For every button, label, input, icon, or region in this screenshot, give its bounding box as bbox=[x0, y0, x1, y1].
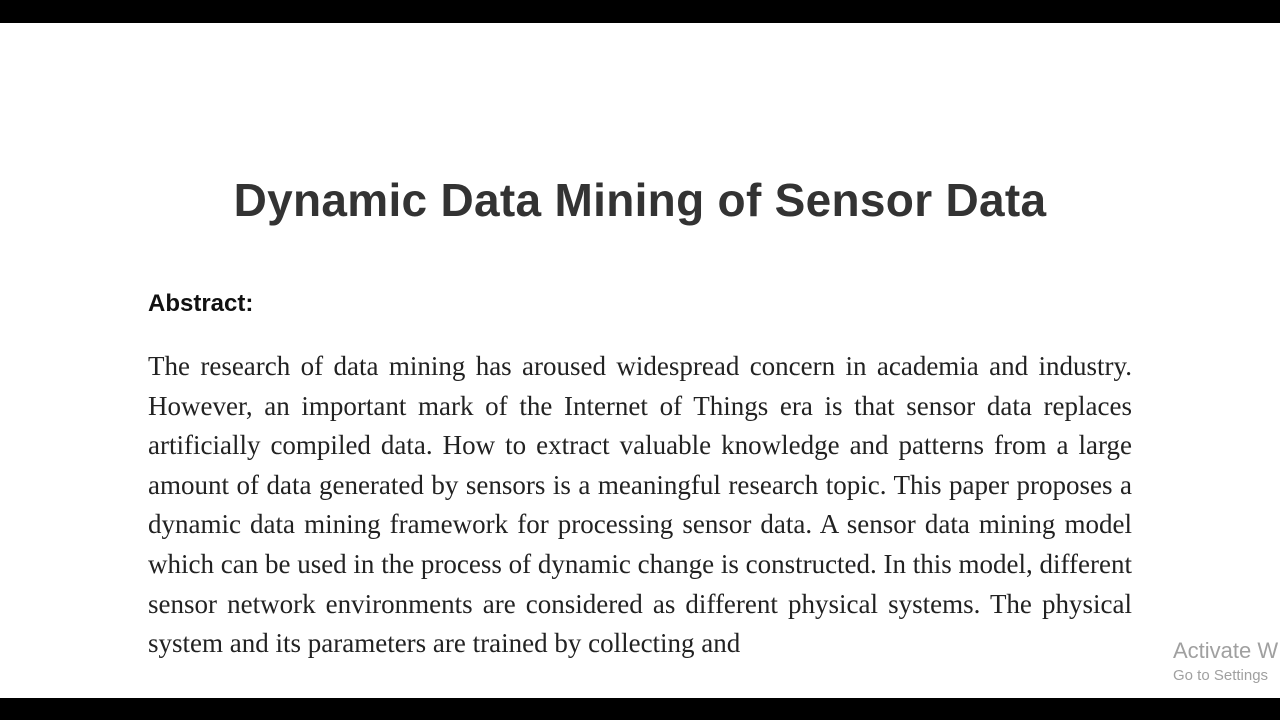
letterbox-top bbox=[0, 0, 1280, 23]
page-title: Dynamic Data Mining of Sensor Data bbox=[233, 174, 1047, 226]
abstract-paragraph: The research of data mining has aroused widespread concern in academia and industry. However, an important mark of the Internet of Things era is that sensor data replaces artificially compiled data. How to extract valuable knowledge and patterns from a large amount of data generated by sensors is a meaningful research topic. This paper proposes a dynamic data mining framework for processing sensor data. A sensor data mining model which can be used in the process of dynamic change is constructed. In this model, different sensor network environments are considered as different physical systems. The physical system and its parameters are trained by collecting and bbox=[148, 351, 1132, 659]
watermark-subtitle: Go to Settings bbox=[1173, 667, 1269, 684]
letterbox-bottom bbox=[0, 698, 1280, 720]
abstract-heading: Abstract: bbox=[148, 290, 254, 317]
watermark-title: Activate W bbox=[1173, 638, 1279, 663]
activation-watermark bbox=[1173, 636, 1278, 686]
